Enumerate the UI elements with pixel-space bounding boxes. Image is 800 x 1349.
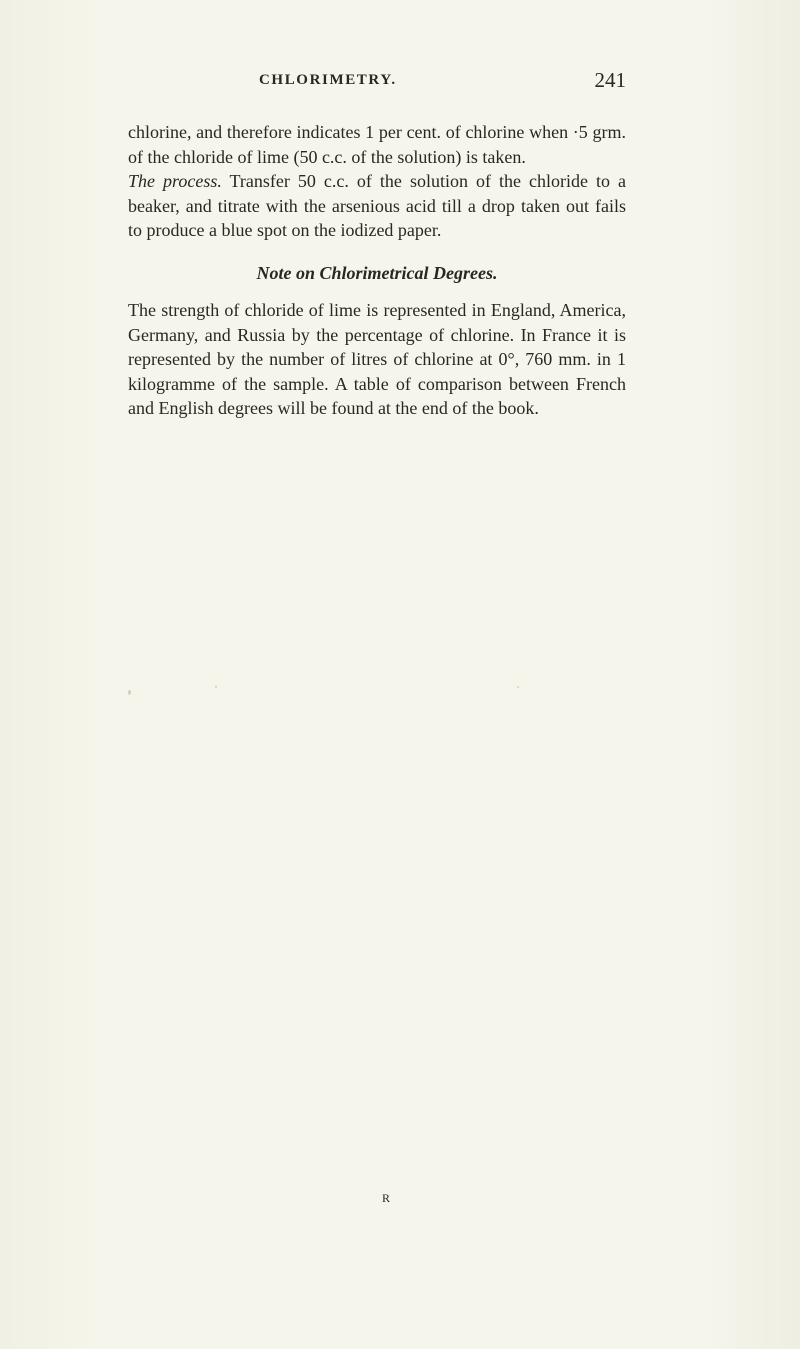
section-heading: Note on Chlorimetrical Degrees.: [256, 262, 498, 283]
paper-speck: [128, 690, 131, 695]
process-text: Transfer 50 c.c. of the solution of the chloride to a beaker, and titrate with the arsenious acid till a drop taken out fails to produce a blue spot on the iodized paper.: [128, 171, 626, 240]
page-number: 241: [594, 68, 626, 92]
body-text: [128, 120, 626, 421]
paper-speck: [517, 686, 519, 688]
running-head: CHLORIMETRY.: [259, 72, 397, 88]
paper-speck: [215, 686, 217, 688]
process-lead-in: The process.: [128, 171, 222, 191]
paragraph-2: [128, 169, 626, 243]
signature-mark: R: [382, 1191, 391, 1205]
page-header: [128, 68, 626, 98]
paragraph-3: The strength of chloride of lime is represented in England, America, Germany, and Russia by the percentage of chlorine. In France it is represented by the number of litres of chlorine at 0°, 760 mm. in 1 kilogramme of the sample. A table of comparison between French and English degrees will be found at the end of the book.: [128, 300, 626, 418]
paragraph-1: chlorine, and therefore indicates 1 per cent. of chlorine when ·5 grm. of the chloride of lime (50 c.c. of the solution) is taken.: [128, 122, 626, 167]
